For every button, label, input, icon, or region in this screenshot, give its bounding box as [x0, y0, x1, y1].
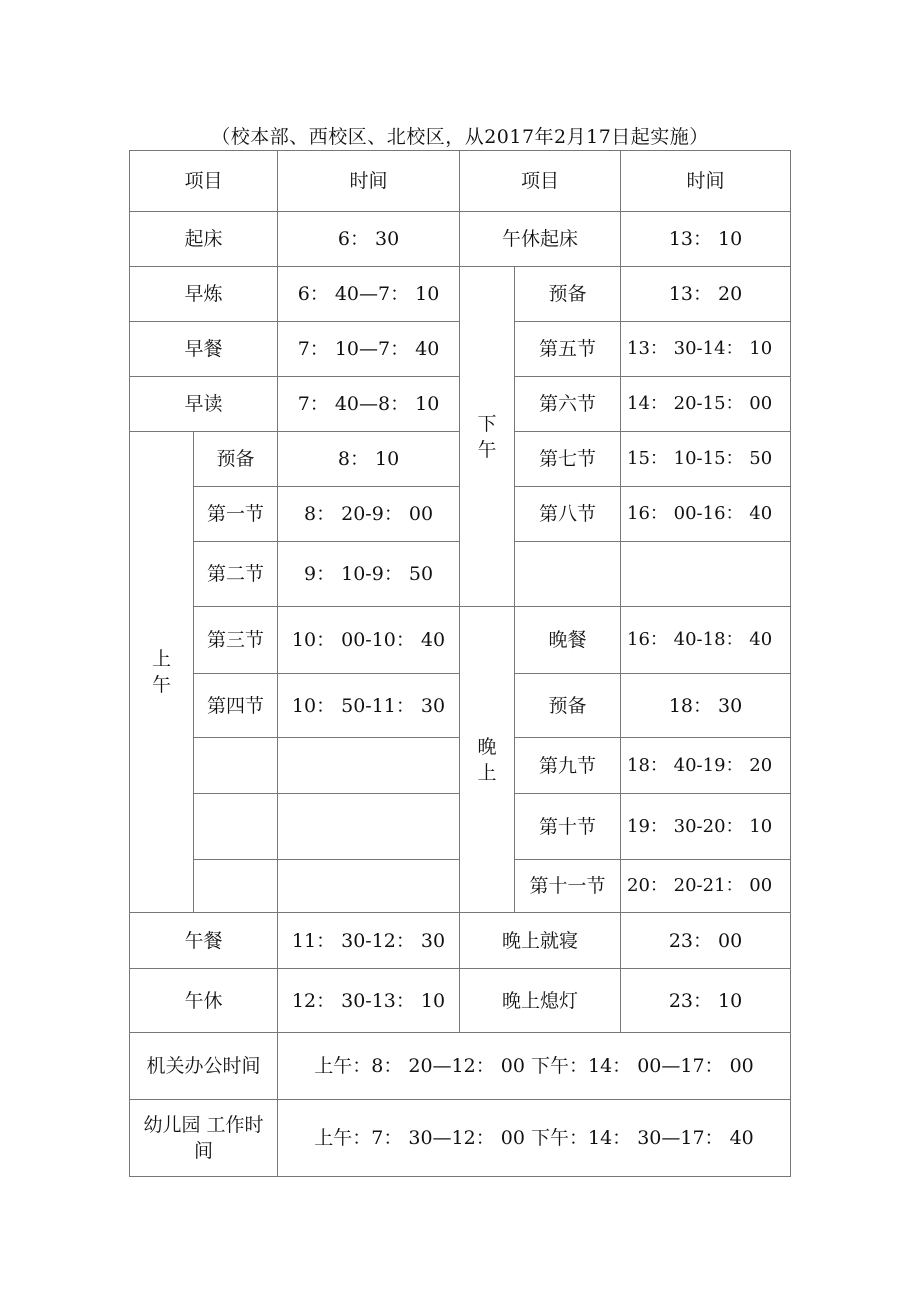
row-time: 16： 40-18： 40 — [621, 607, 791, 674]
table-row — [130, 212, 791, 267]
group-char: 下 — [477, 412, 497, 435]
row-label: 晚餐 — [515, 607, 621, 674]
row-label: 晚上就寝 — [460, 913, 621, 969]
row-time: 6： 40—7： 10 — [278, 267, 460, 322]
row-time: 10： 00-10： 40 — [278, 607, 460, 674]
row-time: 上午：8： 20—12： 00 下午：14： 00—17： 00 — [278, 1033, 791, 1100]
row-label: 第四节 — [194, 674, 278, 738]
header-item-2: 项目 — [460, 151, 621, 212]
row-time: 6： 30 — [278, 212, 460, 267]
row-time: 19： 30-20： 10 — [621, 794, 791, 860]
row-label: 早读 — [130, 377, 278, 432]
row-time: 23： 00 — [621, 913, 791, 969]
row-label: 第九节 — [515, 738, 621, 794]
row-label: 第六节 — [515, 377, 621, 432]
row-time: 9： 10-9： 50 — [278, 542, 460, 607]
row-time: 13： 10 — [621, 212, 791, 267]
row-time: 18： 40-19： 20 — [621, 738, 791, 794]
group-char: 上 — [477, 761, 497, 784]
row-time: 10： 50-11： 30 — [278, 674, 460, 738]
empty-cell — [515, 542, 621, 607]
row-time: 7： 10—7： 40 — [278, 322, 460, 377]
row-label: 机关办公时间 — [130, 1033, 278, 1100]
row-label: 预备 — [194, 432, 278, 487]
row-label: 午休 — [130, 969, 278, 1033]
empty-cell — [194, 794, 278, 860]
table-row — [130, 969, 791, 1033]
empty-cell — [621, 542, 791, 607]
row-time: 11： 30-12： 30 — [278, 913, 460, 969]
row-label: 第三节 — [194, 607, 278, 674]
table-row — [130, 1033, 791, 1100]
row-time: 18： 30 — [621, 674, 791, 738]
row-label: 午餐 — [130, 913, 278, 969]
row-time: 14： 20-15： 00 — [621, 377, 791, 432]
evening-group-label — [460, 607, 515, 913]
empty-cell — [278, 738, 460, 794]
morning-group-label — [130, 432, 194, 913]
row-label: 起床 — [130, 212, 278, 267]
table-row — [130, 913, 791, 969]
row-time: 13： 30-14： 10 — [621, 322, 791, 377]
row-time: 12： 30-13： 10 — [278, 969, 460, 1033]
empty-cell — [194, 738, 278, 794]
row-time: 13： 20 — [621, 267, 791, 322]
header-time-1: 时间 — [278, 151, 460, 212]
row-label: 午休起床 — [460, 212, 621, 267]
empty-cell — [278, 860, 460, 913]
row-label: 预备 — [515, 267, 621, 322]
row-time: 上午：7： 30—12： 00 下午：14： 30—17： 40 — [278, 1100, 791, 1177]
row-label: 第十节 — [515, 794, 621, 860]
table-header-row — [130, 151, 791, 212]
row-label: 幼儿园 工作时间 — [130, 1100, 278, 1177]
header-time-2: 时间 — [621, 151, 791, 212]
table-row — [130, 267, 791, 322]
row-time: 8： 20-9： 00 — [278, 487, 460, 542]
group-char: 午 — [477, 438, 497, 461]
row-time: 16： 00-16： 40 — [621, 487, 791, 542]
row-label: 早餐 — [130, 322, 278, 377]
row-label: 第七节 — [515, 432, 621, 487]
row-time: 23： 10 — [621, 969, 791, 1033]
row-label: 晚上熄灯 — [460, 969, 621, 1033]
header-item-1: 项目 — [130, 151, 278, 212]
row-label: 第一节 — [194, 487, 278, 542]
empty-cell — [194, 860, 278, 913]
row-label: 第二节 — [194, 542, 278, 607]
table-row — [130, 1100, 791, 1177]
row-time: 20： 20-21： 00 — [621, 860, 791, 913]
group-char: 午 — [151, 674, 171, 696]
row-time: 8： 10 — [278, 432, 460, 487]
afternoon-group-label — [460, 267, 515, 607]
group-char: 晚 — [477, 735, 497, 758]
row-label: 第五节 — [515, 322, 621, 377]
row-label: 第八节 — [515, 487, 621, 542]
schedule-subtitle: （校本部、西校区、北校区，从2017年2月17日起实施） — [211, 126, 709, 148]
table-row — [130, 607, 791, 674]
group-char: 上 — [151, 648, 171, 670]
row-label: 预备 — [515, 674, 621, 738]
row-time: 15： 10-15： 50 — [621, 432, 791, 487]
row-label: 第十一节 — [515, 860, 621, 913]
empty-cell — [278, 794, 460, 860]
row-time: 7： 40—8： 10 — [278, 377, 460, 432]
daily-schedule-table — [129, 150, 791, 1177]
row-label: 早炼 — [130, 267, 278, 322]
